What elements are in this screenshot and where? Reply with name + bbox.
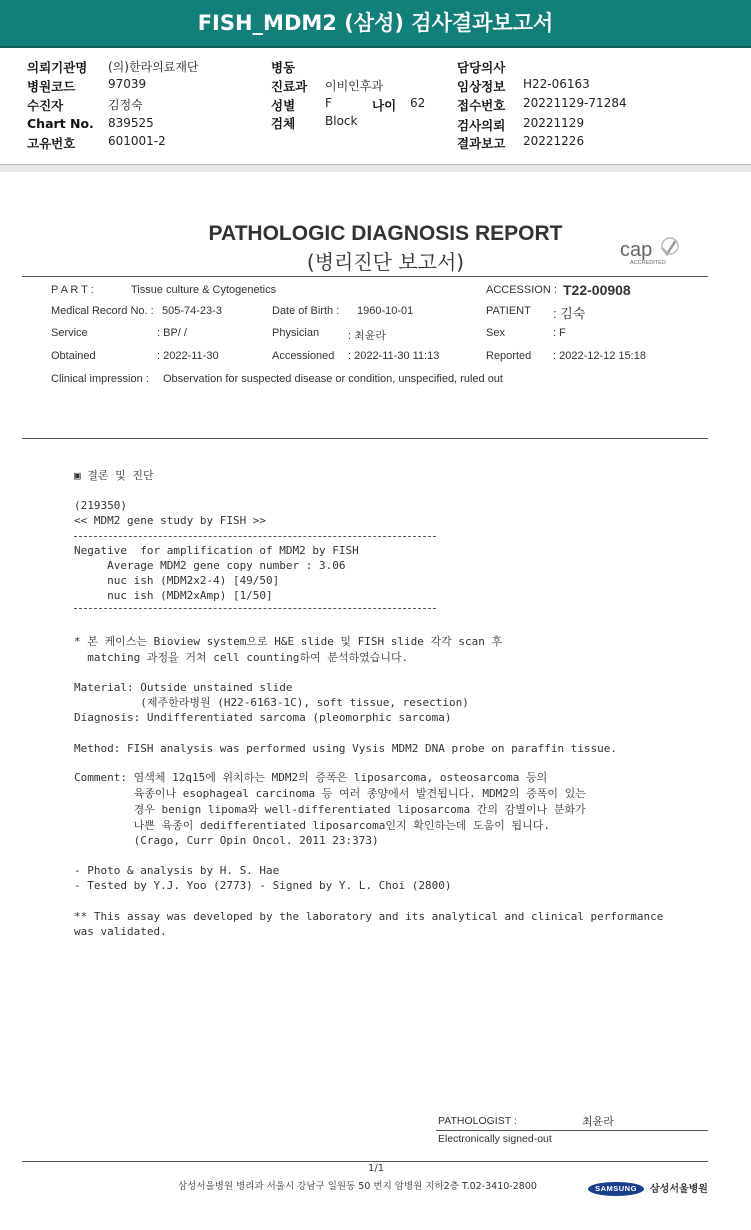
accessioned-value: : 2022-11-30 11:13 (348, 350, 440, 362)
clinical-info-value: H22-06163 (523, 77, 590, 91)
unique-id-label: 고유번호 (27, 136, 76, 151)
result-line: Negative for amplification of MDM2 by FISH (74, 544, 359, 557)
report-title-bar (0, 0, 751, 48)
part-label: P A R T : (51, 284, 94, 296)
age-value: 62 (410, 96, 426, 110)
department-value: 이비인후과 (325, 79, 383, 93)
obtained-label: Obtained (51, 350, 96, 362)
header-rule-top (22, 276, 708, 277)
page-number: 1/1 (368, 1163, 385, 1174)
patient-label: PATIENT (486, 305, 531, 317)
cap-accredited-logo (620, 236, 682, 266)
footer-rule (22, 1161, 708, 1162)
result-line: Average MDM2 gene copy number : 3.06 (74, 559, 346, 572)
receipt-no-value: 20221129-71284 (523, 96, 627, 110)
report-subheading: (병리진단 보고서) (306, 250, 465, 274)
dob-label: Date of Birth : (272, 305, 340, 317)
doctor-label: 담당의사 (457, 60, 506, 75)
credits-line: - Tested by Y.J. Yoo (2773) - Signed by Y. L. Choi (2800) (74, 879, 452, 892)
specimen-value: Block (325, 114, 358, 128)
clinical-impression-value: Observation for suspected disease or condition, unspecified, ruled out (163, 373, 503, 385)
material-line: (제주한라병원 (H22-6163-1C), soft tissue, resection) (74, 696, 469, 709)
receipt-no-label: 접수번호 (457, 98, 506, 113)
report-date-label: 결과보고 (457, 136, 506, 151)
comment-line: 경우 benign lipoma와 well-differentiated liposarcoma 간의 감별이나 분화가 (74, 803, 586, 816)
assay-line: was validated. (74, 925, 167, 938)
accessioned-label: Accessioned (272, 350, 335, 362)
hospital-code-value: 97039 (108, 77, 147, 91)
obtained-value: : 2022-11-30 (157, 350, 219, 362)
clinical-impression-label: Clinical impression : (51, 373, 149, 385)
comment-line: (Crago, Curr Opin Oncol. 2011 23:373) (74, 834, 379, 847)
chart-no-label: Chart No. (27, 116, 94, 131)
patient-name-value: 김정숙 (108, 98, 143, 112)
signed-out-note: Electronically signed-out (438, 1133, 552, 1145)
assay-line: ** This assay was developed by the laboratory and its analytical and clinical performance (74, 910, 664, 923)
request-date-value: 20221129 (523, 116, 585, 130)
diagnosis-line: Diagnosis: Undifferentiated sarcoma (pleomorphic sarcoma) (74, 711, 452, 724)
institution-value: (의)한라의료재단 (108, 60, 199, 74)
request-info-panel (0, 48, 751, 168)
footer-address: 삼성서울병원 병리과 서울시 강남구 일원동 50 번지 암병원 지하2층 T.02-3410-2800 (178, 1181, 537, 1192)
test-code: (219350) (74, 499, 127, 512)
clinical-info-label: 임상정보 (457, 79, 506, 94)
result-line: nuc ish (MDM2xAmp) [1/50] (74, 589, 273, 602)
reported-label: Reported (486, 350, 532, 362)
pathologist-value: 최윤라 (582, 1116, 614, 1128)
report-date-value: 20221226 (523, 134, 585, 148)
page-title: FISH_MDM2 (삼성) 검사결과보고서 (197, 11, 554, 35)
service-value: : BP/ / (157, 327, 187, 339)
mrn-label: Medical Record No. : (51, 305, 154, 317)
comment-line: Comment: 염색체 12q15에 위치하는 MDM2의 증폭은 liposarcoma, osteosarcoma 등의 (74, 771, 548, 784)
comment-line: 육종이나 esophageal carcinoma 등 여러 종양에서 발견됩니다. MDM2의 증폭이 있는 (74, 787, 586, 800)
service-label: Service (51, 327, 88, 339)
pathology-report-document (0, 172, 751, 1230)
ward-label: 병동 (271, 60, 296, 75)
accession-value: T22-00908 (563, 282, 631, 298)
report-heading: PATHOLOGIC DIAGNOSIS REPORT (208, 222, 563, 245)
cap-accredited-text: ACCREDITED (630, 260, 666, 266)
sex-value: F (325, 96, 332, 110)
material-line: Material: Outside unstained slide (74, 681, 293, 694)
mrn-value: 505-74-23-3 (162, 305, 222, 317)
sex-label: 성별 (271, 98, 296, 113)
header-rule-bottom (22, 438, 708, 439)
department-label: 진료과 (271, 79, 308, 94)
patient-name-label: 수진자 (27, 98, 64, 113)
pathologist-label: PATHOLOGIST : (438, 1115, 517, 1127)
specimen-label: 검체 (271, 116, 296, 131)
sex-report-label: Sex (486, 327, 505, 339)
method-line: Method: FISH analysis was performed using Vysis MDM2 DNA probe on paraffin tissue. (74, 742, 618, 755)
hospital-code-label: 병원코드 (27, 79, 76, 94)
note-line: * 본 케이스는 Bioview system으로 H&E slide 및 FISH slide 각각 scan 후 (74, 635, 503, 648)
samsung-logo: SAMSUNG (588, 1182, 644, 1196)
patient-value: : 김숙 (553, 306, 586, 321)
institution-label: 의뢰기관명 (27, 60, 88, 75)
age-label: 나이 (372, 98, 397, 113)
accession-label: ACCESSION : (486, 284, 557, 296)
credits-line: - Photo & analysis by H. S. Hae (74, 864, 280, 877)
physician-label: Physician (272, 327, 320, 339)
note-line: matching 과정을 거쳐 cell counting하여 분석하였습니다. (74, 651, 409, 664)
signature-rule (436, 1130, 708, 1131)
comment-line: 나쁜 육종이 dedifferentiated liposarcoma인지 확인하는데 도움이 됩니다. (74, 819, 551, 832)
dashed-rule (74, 536, 436, 537)
cap-logo-text: cap (620, 239, 653, 261)
dob-value: 1960-10-01 (357, 305, 414, 317)
reported-value: : 2022-12-12 15:18 (553, 350, 646, 362)
request-date-label: 검사의뢰 (457, 118, 506, 133)
chart-no-value: 839525 (108, 116, 154, 130)
unique-id-value: 601001-2 (108, 134, 166, 148)
hospital-name: 삼성서울병원 (650, 1184, 708, 1195)
section-heading: ▣ 결론 및 진단 (74, 469, 154, 482)
physician-value: : 최윤라 (348, 330, 386, 342)
sex-report-value: : F (553, 327, 566, 339)
dashed-rule (74, 608, 436, 609)
study-title: << MDM2 gene study by FISH >> (74, 514, 267, 527)
part-value: Tissue culture & Cytogenetics (131, 284, 277, 296)
result-line: nuc ish (MDM2x2-4) [49/50] (74, 574, 280, 587)
